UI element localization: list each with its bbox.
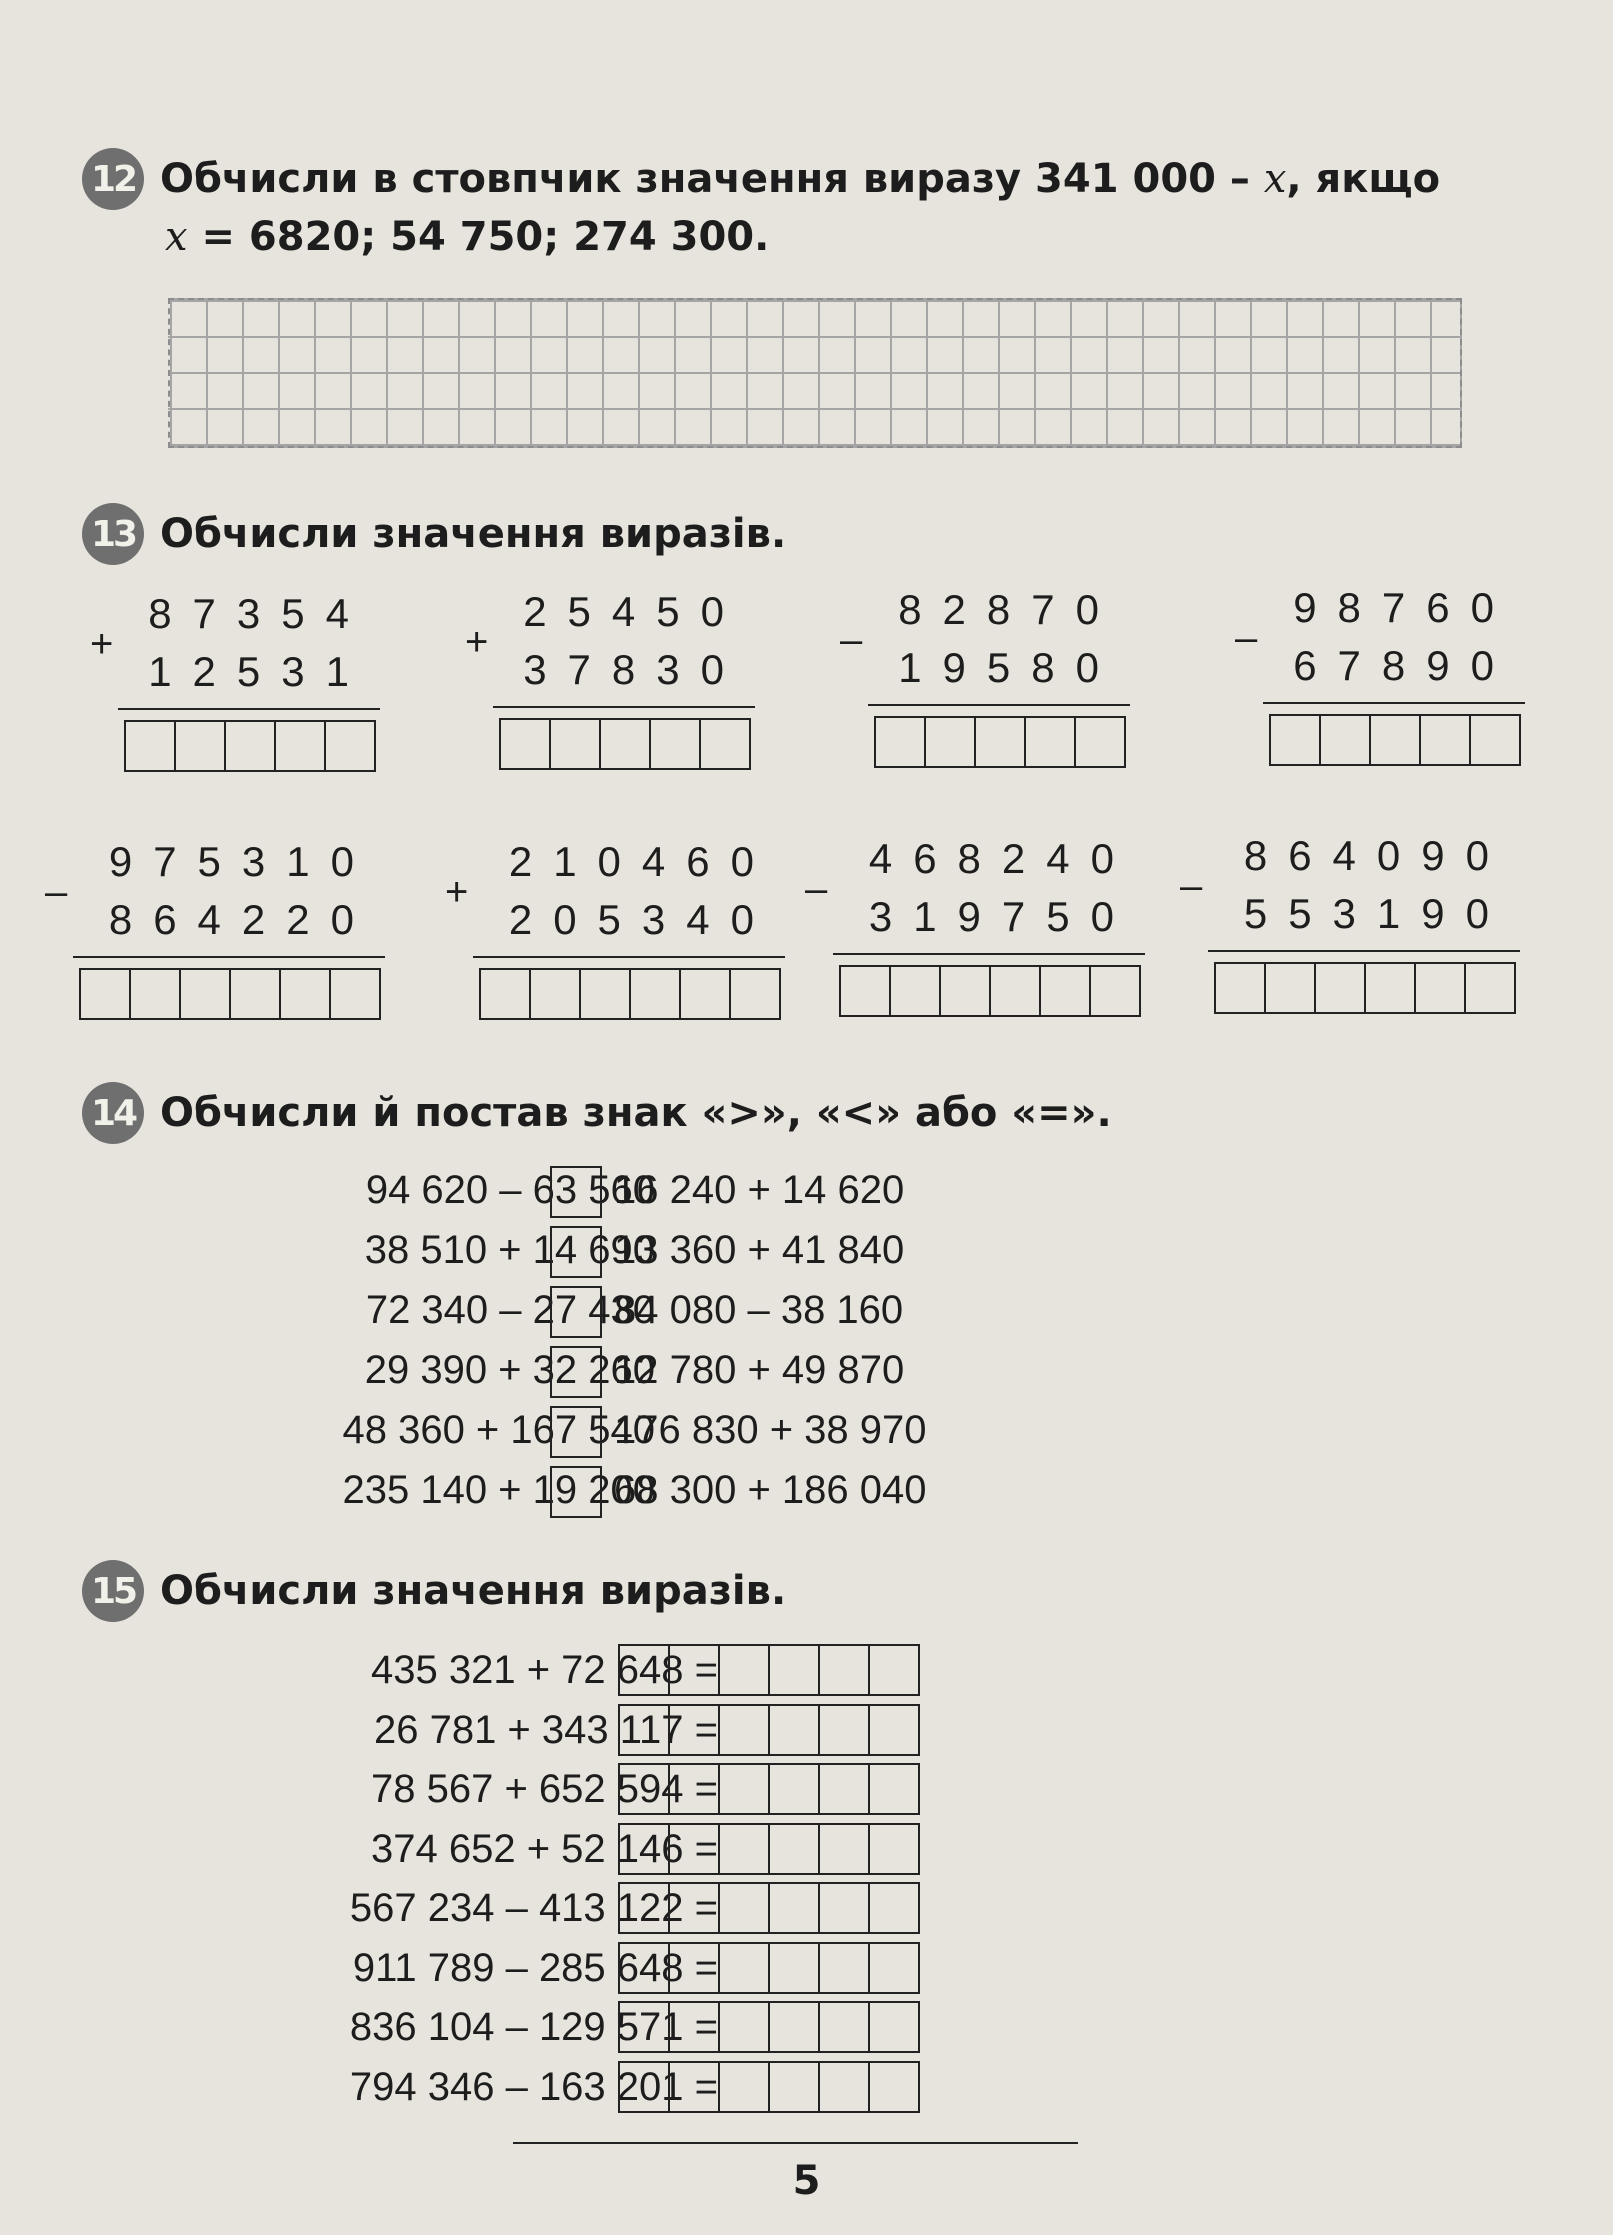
equation-expression: 911 789 – 285 648 = bbox=[352, 1945, 718, 1990]
digit-answer-box[interactable] bbox=[329, 968, 381, 1020]
task-14-header bbox=[82, 1082, 1112, 1144]
answer-boxes bbox=[126, 720, 376, 772]
sum-line bbox=[1208, 950, 1520, 952]
digit-answer-box[interactable] bbox=[868, 1823, 920, 1875]
left-expression: 48 360 + 167 540 bbox=[342, 1408, 655, 1452]
digit-answer-box[interactable] bbox=[668, 2001, 720, 2053]
equation-row bbox=[100, 1642, 1000, 1700]
digit-answer-box[interactable] bbox=[868, 1704, 920, 1756]
digit-answer-box[interactable] bbox=[1319, 714, 1371, 766]
left-expression: 235 140 + 19 200 bbox=[342, 1468, 655, 1512]
answer-boxes bbox=[620, 1644, 920, 1696]
equation-row bbox=[100, 1999, 1000, 2057]
digit-answer-box[interactable] bbox=[768, 1704, 820, 1756]
digit-answer-box[interactable] bbox=[479, 968, 531, 1020]
answer-boxes bbox=[620, 1882, 920, 1934]
digit-answer-box[interactable] bbox=[718, 1942, 770, 1994]
digit-answer-box[interactable] bbox=[668, 2061, 720, 2113]
equation-expression: 374 652 + 52 146 = bbox=[371, 1826, 718, 1871]
digit-answer-box[interactable] bbox=[618, 1704, 670, 1756]
digit-answer-box[interactable] bbox=[668, 1942, 720, 1994]
task-15-header bbox=[82, 1560, 786, 1622]
digit-answer-box[interactable] bbox=[129, 968, 181, 1020]
digit-answer-box[interactable] bbox=[768, 1823, 820, 1875]
digit-answer-box[interactable] bbox=[579, 968, 631, 1020]
digit-answer-box[interactable] bbox=[1314, 962, 1366, 1014]
right-expression: 12 780 + 49 870 bbox=[614, 1348, 905, 1392]
answer-boxes bbox=[1216, 962, 1516, 1014]
sum-line bbox=[473, 956, 785, 958]
digit-answer-box[interactable] bbox=[718, 2061, 770, 2113]
digit-answer-box[interactable] bbox=[974, 716, 1026, 768]
digit-answer-box[interactable] bbox=[1264, 962, 1316, 1014]
equation-expression: 78 567 + 652 594 = bbox=[371, 1767, 718, 1811]
digit-answer-box[interactable] bbox=[124, 720, 176, 772]
first-operand: 82870 bbox=[898, 586, 1120, 633]
answer-boxes bbox=[620, 1823, 920, 1875]
right-expression: 84 080 – 38 160 bbox=[614, 1288, 904, 1332]
equation-expression: 435 321 + 72 648 = bbox=[371, 1648, 718, 1692]
comparison-sign-box[interactable] bbox=[550, 1346, 602, 1398]
equation-expression: 836 104 – 129 571 = bbox=[349, 2005, 718, 2049]
column-problem bbox=[465, 588, 755, 778]
operation-sign: + bbox=[445, 870, 469, 914]
first-operand: 864090 bbox=[1243, 832, 1510, 879]
first-operand: 468240 bbox=[868, 835, 1135, 882]
task-12-values: x = 6820; 54 750; 274 300. bbox=[165, 214, 770, 260]
digit-answer-box[interactable] bbox=[718, 1763, 770, 1815]
digit-answer-box[interactable] bbox=[818, 1823, 870, 1875]
task-14-title: Обчисли й постав знак «>», «<» або «=». bbox=[160, 1090, 1112, 1136]
digit-answer-box[interactable] bbox=[718, 2001, 770, 2053]
digit-answer-box[interactable] bbox=[889, 965, 941, 1017]
digit-answer-box[interactable] bbox=[818, 2061, 870, 2113]
operation-sign: – bbox=[1180, 864, 1203, 908]
digit-answer-box[interactable] bbox=[718, 1823, 770, 1875]
digit-answer-box[interactable] bbox=[1369, 714, 1421, 766]
digit-answer-box[interactable] bbox=[649, 718, 701, 770]
task-number-badge: 15 bbox=[82, 1560, 144, 1622]
second-operand: 19580 bbox=[898, 644, 1120, 691]
comparison-sign-box[interactable] bbox=[550, 1286, 602, 1338]
digit-answer-box[interactable] bbox=[1364, 962, 1416, 1014]
digit-answer-box[interactable] bbox=[174, 720, 226, 772]
equation-row bbox=[100, 1821, 1000, 1879]
digit-answer-box[interactable] bbox=[79, 968, 131, 1020]
digit-answer-box[interactable] bbox=[1024, 716, 1076, 768]
first-operand: 975310 bbox=[108, 838, 375, 885]
footer-divider bbox=[513, 2142, 1078, 2144]
right-expression: 13 360 + 41 840 bbox=[614, 1228, 905, 1272]
equation-expression: 794 346 – 163 201 = bbox=[349, 2064, 718, 2109]
digit-answer-box[interactable] bbox=[274, 720, 326, 772]
digit-answer-box[interactable] bbox=[768, 2001, 820, 2053]
answer-boxes bbox=[501, 718, 751, 770]
comparison-row bbox=[120, 1342, 1120, 1400]
first-operand: 87354 bbox=[148, 590, 370, 637]
digit-answer-box[interactable] bbox=[818, 1704, 870, 1756]
answer-boxes bbox=[81, 968, 381, 1020]
sum-line bbox=[868, 704, 1130, 706]
operation-sign: – bbox=[805, 867, 828, 911]
task-15-title: Обчисли значення виразів. bbox=[160, 1568, 787, 1614]
sum-line bbox=[118, 708, 380, 710]
digit-answer-box[interactable] bbox=[1414, 962, 1466, 1014]
second-operand: 67890 bbox=[1293, 642, 1515, 689]
comparison-row bbox=[120, 1282, 1120, 1340]
left-expression: 38 510 + 14 690 bbox=[364, 1228, 655, 1272]
task-number-badge: 12 bbox=[82, 148, 144, 210]
answer-boxes bbox=[620, 1942, 920, 1994]
second-operand: 319750 bbox=[868, 893, 1135, 940]
digit-answer-box[interactable] bbox=[618, 2061, 670, 2113]
digit-answer-box[interactable] bbox=[868, 2001, 920, 2053]
operation-sign: – bbox=[45, 870, 68, 914]
digit-answer-box[interactable] bbox=[679, 968, 731, 1020]
digit-answer-box[interactable] bbox=[768, 1644, 820, 1696]
digit-answer-box[interactable] bbox=[618, 2001, 670, 2053]
comparison-row bbox=[120, 1462, 1120, 1520]
sum-line bbox=[1263, 702, 1525, 704]
equation-row bbox=[100, 1702, 1000, 1760]
column-problem bbox=[90, 590, 380, 780]
digit-answer-box[interactable] bbox=[868, 1882, 920, 1934]
first-operand: 25450 bbox=[523, 588, 745, 635]
comparison-sign-box[interactable] bbox=[550, 1406, 602, 1458]
digit-answer-box[interactable] bbox=[1469, 714, 1521, 766]
answer-boxes bbox=[841, 965, 1141, 1017]
column-problem bbox=[1180, 832, 1520, 1022]
right-expression: 68 300 + 186 040 bbox=[614, 1468, 927, 1512]
digit-answer-box[interactable] bbox=[618, 1644, 670, 1696]
digit-answer-box[interactable] bbox=[668, 1882, 720, 1934]
digit-answer-box[interactable] bbox=[599, 718, 651, 770]
task-13-header bbox=[82, 503, 786, 565]
operation-sign: – bbox=[840, 618, 863, 662]
digit-answer-box[interactable] bbox=[718, 1644, 770, 1696]
sum-line bbox=[493, 706, 755, 708]
second-operand: 205340 bbox=[508, 896, 775, 943]
comparison-sign-box[interactable] bbox=[550, 1466, 602, 1518]
comparison-sign-box[interactable] bbox=[550, 1226, 602, 1278]
digit-answer-box[interactable] bbox=[818, 2001, 870, 2053]
column-problem bbox=[840, 586, 1130, 776]
comparison-row bbox=[120, 1222, 1120, 1280]
digit-answer-box[interactable] bbox=[224, 720, 276, 772]
digit-answer-box[interactable] bbox=[818, 1644, 870, 1696]
digit-answer-box[interactable] bbox=[839, 965, 891, 1017]
digit-answer-box[interactable] bbox=[818, 1882, 870, 1934]
left-expression: 94 620 – 63 560 bbox=[365, 1168, 655, 1212]
digit-answer-box[interactable] bbox=[768, 2061, 820, 2113]
digit-answer-box[interactable] bbox=[718, 1882, 770, 1934]
digit-answer-box[interactable] bbox=[768, 1942, 820, 1994]
digit-answer-box[interactable] bbox=[768, 1882, 820, 1934]
equation-row bbox=[100, 2059, 1000, 2117]
digit-answer-box[interactable] bbox=[818, 1942, 870, 1994]
operation-sign: – bbox=[1235, 616, 1258, 660]
first-operand: 98760 bbox=[1293, 584, 1515, 631]
column-problem bbox=[805, 835, 1145, 1025]
column-problem bbox=[1235, 584, 1525, 774]
digit-answer-box[interactable] bbox=[1269, 714, 1321, 766]
comparison-sign-box[interactable] bbox=[550, 1166, 602, 1218]
digit-answer-box[interactable] bbox=[668, 1704, 720, 1756]
digit-answer-box[interactable] bbox=[768, 1763, 820, 1815]
digit-answer-box[interactable] bbox=[618, 1823, 670, 1875]
equation-expression: 567 234 – 413 122 = bbox=[349, 1886, 718, 1930]
digit-answer-box[interactable] bbox=[1039, 965, 1091, 1017]
right-expression: 176 830 + 38 970 bbox=[614, 1408, 927, 1452]
digit-answer-box[interactable] bbox=[629, 968, 681, 1020]
digit-answer-box[interactable] bbox=[939, 965, 991, 1017]
digit-answer-box[interactable] bbox=[668, 1644, 720, 1696]
digit-answer-box[interactable] bbox=[279, 968, 331, 1020]
digit-answer-box[interactable] bbox=[718, 1704, 770, 1756]
column-problem bbox=[445, 838, 785, 1028]
digit-answer-box[interactable] bbox=[868, 1763, 920, 1815]
left-expression: 29 390 + 32 260 bbox=[364, 1348, 655, 1392]
digit-answer-box[interactable] bbox=[618, 1942, 670, 1994]
task-12-header bbox=[82, 148, 1440, 210]
digit-answer-box[interactable] bbox=[818, 1763, 870, 1815]
answer-boxes bbox=[1271, 714, 1521, 766]
task-number-badge: 14 bbox=[82, 1082, 144, 1144]
answer-boxes bbox=[620, 1763, 920, 1815]
answer-boxes bbox=[620, 2061, 920, 2113]
digit-answer-box[interactable] bbox=[1214, 962, 1266, 1014]
operation-sign: + bbox=[465, 620, 489, 664]
answer-boxes bbox=[620, 2001, 920, 2053]
second-operand: 37830 bbox=[523, 646, 745, 693]
second-operand: 864220 bbox=[108, 896, 375, 943]
task-12-title: Обчисли в стовпчик значення виразу 341 000 – x, якщо bbox=[160, 156, 1441, 202]
digit-answer-box[interactable] bbox=[989, 965, 1041, 1017]
digit-answer-box[interactable] bbox=[179, 968, 231, 1020]
right-expression: 16 240 + 14 620 bbox=[614, 1168, 905, 1212]
digit-answer-box[interactable] bbox=[1089, 965, 1141, 1017]
digit-answer-box[interactable] bbox=[529, 968, 581, 1020]
page-number: 5 bbox=[792, 2158, 821, 2204]
left-expression: 72 340 – 27 430 bbox=[365, 1288, 655, 1332]
second-operand: 553190 bbox=[1243, 890, 1510, 937]
digit-answer-box[interactable] bbox=[874, 716, 926, 768]
digit-answer-box[interactable] bbox=[324, 720, 376, 772]
digit-answer-box[interactable] bbox=[868, 1942, 920, 1994]
sum-line bbox=[73, 956, 385, 958]
answer-boxes bbox=[481, 968, 781, 1020]
task-13-title: Обчисли значення виразів. bbox=[160, 511, 787, 557]
digit-answer-box[interactable] bbox=[1464, 962, 1516, 1014]
equation-row bbox=[100, 1940, 1000, 1998]
digit-answer-box[interactable] bbox=[868, 2061, 920, 2113]
squared-work-grid[interactable] bbox=[168, 298, 1462, 448]
digit-answer-box[interactable] bbox=[1419, 714, 1471, 766]
comparison-row bbox=[120, 1402, 1120, 1460]
digit-answer-box[interactable] bbox=[499, 718, 551, 770]
digit-answer-box[interactable] bbox=[668, 1823, 720, 1875]
column-problem bbox=[45, 838, 385, 1028]
answer-boxes bbox=[876, 716, 1126, 768]
answer-boxes bbox=[620, 1704, 920, 1756]
equation-expression: 26 781 + 343 117 = bbox=[373, 1707, 718, 1752]
digit-answer-box[interactable] bbox=[618, 1763, 670, 1815]
operation-sign: + bbox=[90, 622, 114, 666]
second-operand: 12531 bbox=[148, 648, 370, 695]
digit-answer-box[interactable] bbox=[668, 1763, 720, 1815]
first-operand: 210460 bbox=[508, 838, 775, 885]
digit-answer-box[interactable] bbox=[729, 968, 781, 1020]
equation-row bbox=[100, 1880, 1000, 1938]
digit-answer-box[interactable] bbox=[1074, 716, 1126, 768]
sum-line bbox=[833, 953, 1145, 955]
digit-answer-box[interactable] bbox=[618, 1882, 670, 1934]
comparison-row bbox=[120, 1162, 1120, 1220]
digit-answer-box[interactable] bbox=[924, 716, 976, 768]
digit-answer-box[interactable] bbox=[549, 718, 601, 770]
digit-answer-box[interactable] bbox=[868, 1644, 920, 1696]
equation-row bbox=[100, 1761, 1000, 1819]
digit-answer-box[interactable] bbox=[229, 968, 281, 1020]
task-number-badge: 13 bbox=[82, 503, 144, 565]
digit-answer-box[interactable] bbox=[699, 718, 751, 770]
